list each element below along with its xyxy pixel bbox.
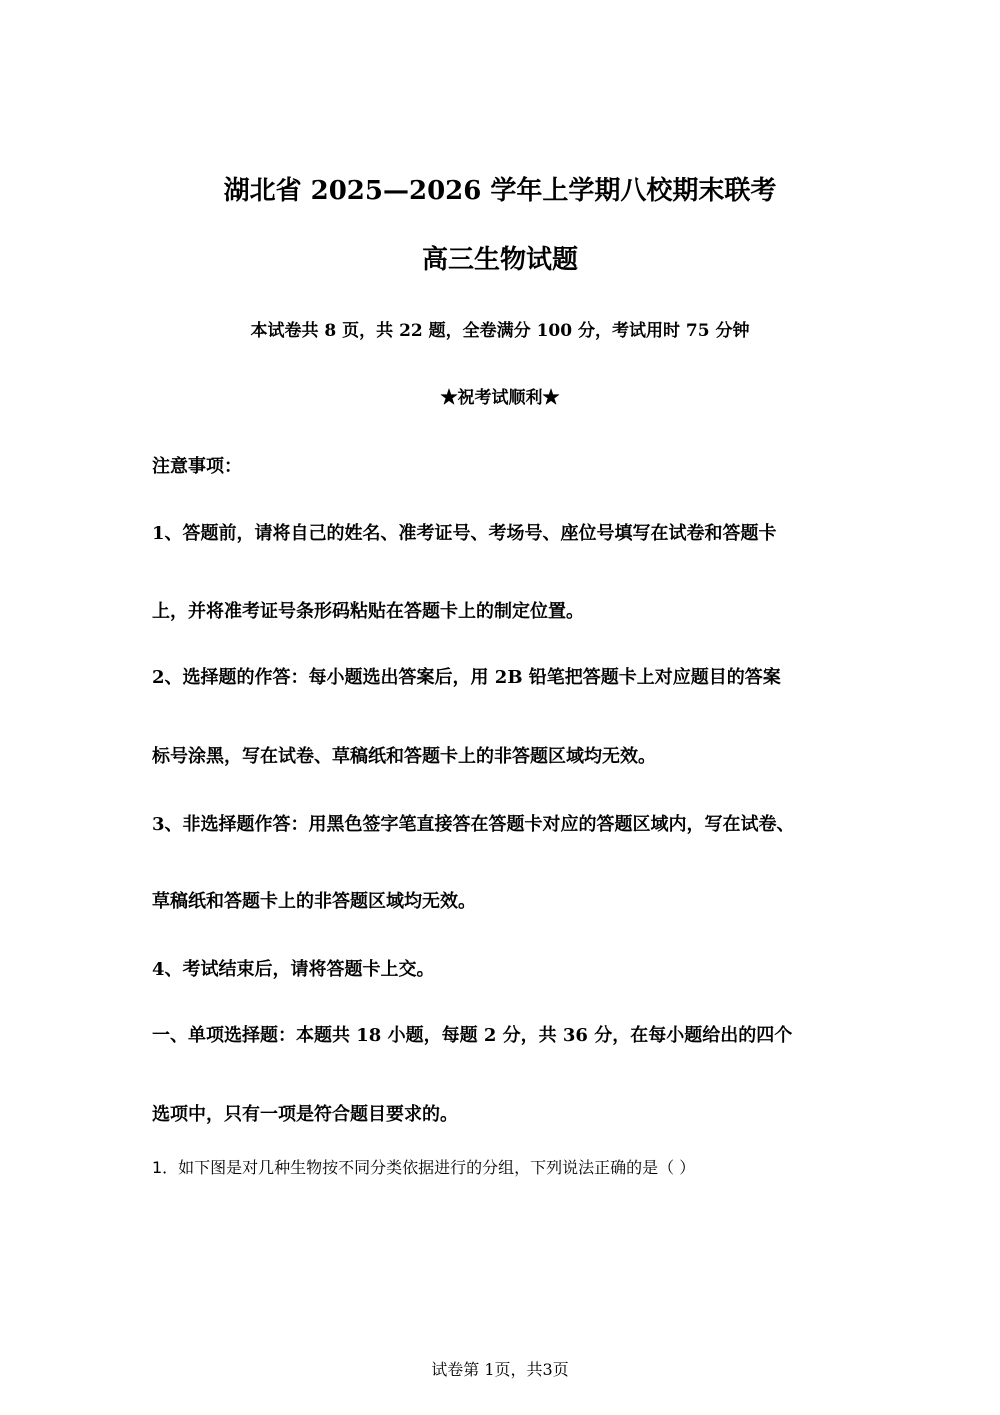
section-heading: 一、单项选择题：本题共 18 小题，每题 2 分，共 36 分，在每小题给出的四个 bbox=[152, 1025, 793, 1046]
notice-line: 3、非选择题作答：用黑色签字笔直接答在答题卡对应的答题区域内，写在试卷、 bbox=[152, 814, 795, 835]
notice-line: 2、选择题的作答：每小题选出答案后，用 2B 铅笔把答题卡上对应题目的答案 bbox=[152, 667, 781, 688]
wish-line: ★祝考试顺利★ bbox=[440, 388, 560, 408]
notice-line: 上，并将准考证号条形码粘贴在答题卡上的制定位置。 bbox=[152, 601, 584, 622]
question-1-text: 1．如下图是对几种生物按不同分类依据进行的分组，下列说法正确的是（ ） bbox=[152, 1158, 696, 1177]
notice-line: 1、答题前，请将自己的姓名、准考证号、考场号、座位号填写在试卷和答题卡 bbox=[152, 523, 777, 544]
notice-line: 4、考试结束后，请将答题卡上交。 bbox=[152, 959, 435, 980]
exam-info: 本试卷共 8 页，共 22 题，全卷满分 100 分，考试用时 75 分钟 bbox=[250, 321, 750, 341]
exam-title: 湖北省 2025—2026 学年上学期八校期末联考 bbox=[223, 176, 777, 206]
page-footer: 试卷第 1页，共3页 bbox=[431, 1360, 569, 1379]
notice-heading: 注意事项： bbox=[152, 456, 242, 477]
notice-line: 标号涂黑，写在试卷、草稿纸和答题卡上的非答题区域均无效。 bbox=[152, 746, 656, 767]
notice-line: 草稿纸和答题卡上的非答题区域均无效。 bbox=[152, 891, 476, 912]
exam-subtitle: 高三生物试题 bbox=[421, 245, 578, 275]
section-heading-cont: 选项中，只有一项是符合题目要求的。 bbox=[152, 1104, 458, 1125]
